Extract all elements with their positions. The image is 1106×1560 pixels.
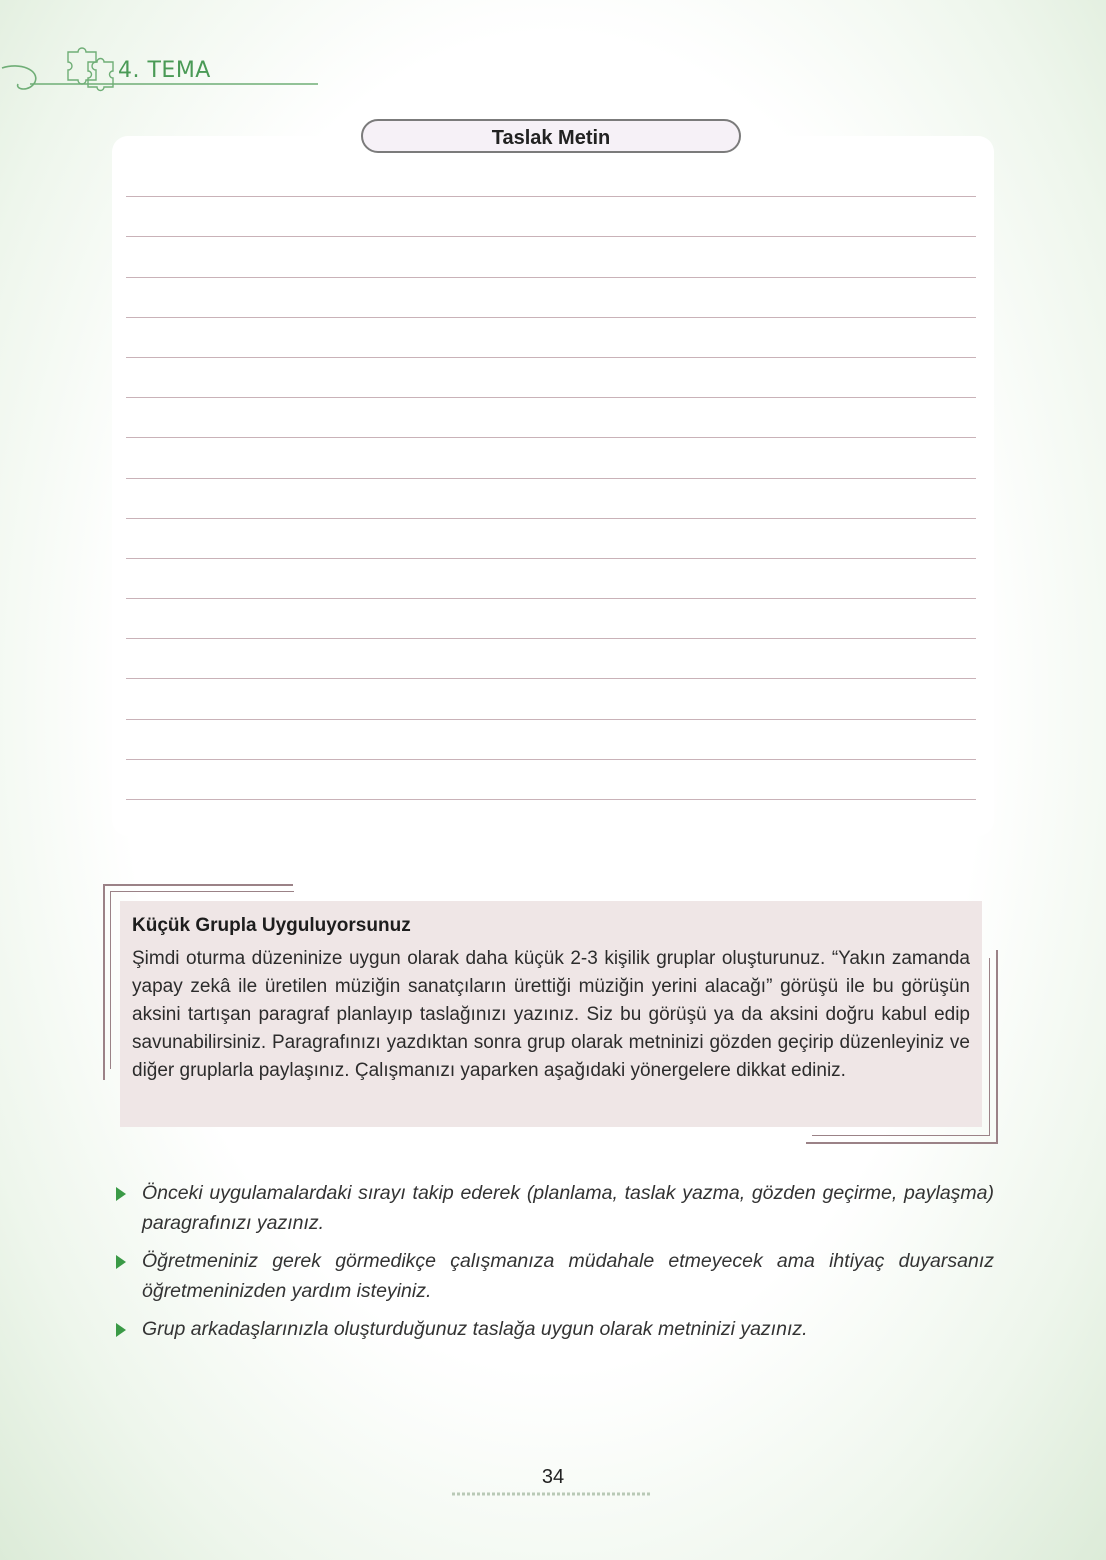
- frame-decoration: [110, 891, 111, 1069]
- draft-writing-panel: [112, 136, 994, 836]
- frame-decoration: [996, 950, 998, 1144]
- writing-line: [126, 638, 976, 639]
- writing-line: [126, 518, 976, 519]
- list-item: [112, 1246, 994, 1306]
- writing-line: [126, 598, 976, 599]
- writing-line: [126, 397, 976, 398]
- writing-line: [126, 196, 976, 197]
- task-body: Şimdi oturma düzeninize uygun olarak daha küçük 2-3 kişilik gruplar oluşturunuz. “Yakın zamanda yapay zekâ ile üretilen müziğin sanatçıların ürettiği müziğin yerini alacağı” görüşü ile bu görüşün aksini tartışan paragraf planlayıp taslağınızı yazınız. Siz bu görüşü ya da aksini doğru kabul edip savunabilirsiniz. Paragrafınızı yazdıktan sonra grup olarak metninizi gözden geçirip düzenleyiniz ve diğer gruplarla paylaşınız. Çalışmanızı yaparken aşağıdaki yönergelere dikkat ediniz.: [132, 948, 970, 1081]
- triangle-bullet-icon: [116, 1187, 126, 1201]
- instruction-text: Grup arkadaşlarınızla oluşturduğunuz taslağa uygun olarak metninizi yazınız.: [142, 1318, 808, 1340]
- frame-decoration: [806, 1142, 998, 1144]
- writing-line: [126, 236, 976, 237]
- writing-line: [126, 558, 976, 559]
- instruction-text: Önceki uygulamalardaki sırayı takip ederek (planlama, taslak yazma, gözden geçirme, paylaşma) paragrafınızı yazınız.: [142, 1182, 994, 1234]
- frame-decoration: [103, 884, 293, 886]
- frame-decoration: [110, 891, 294, 892]
- writing-line: [126, 317, 976, 318]
- frame-decoration: [989, 958, 990, 1136]
- page-number: 34: [541, 1466, 565, 1488]
- instruction-text: Öğretmeniniz gerek görmedikçe çalışmanıza müdahale etmeyecek ama ihtiyaç duyarsanız öğretmeninizden yardım isteyiniz.: [142, 1250, 994, 1302]
- writing-line: [126, 277, 976, 278]
- list-item: [112, 1178, 994, 1238]
- draft-title: Taslak Metin: [361, 119, 741, 153]
- writing-line: [126, 719, 976, 720]
- list-item: [112, 1314, 994, 1344]
- triangle-bullet-icon: [116, 1255, 126, 1269]
- instruction-list: [112, 1178, 994, 1352]
- writing-line: [126, 799, 976, 800]
- writing-line: [126, 678, 976, 679]
- frame-decoration: [103, 884, 105, 1080]
- triangle-bullet-icon: [116, 1323, 126, 1337]
- writing-line: [126, 437, 976, 438]
- frame-decoration: [812, 1135, 990, 1136]
- page-ornament-icon: [452, 1491, 652, 1497]
- group-task-box: [120, 901, 982, 1127]
- theme-title: 4. TEMA: [118, 58, 211, 83]
- writing-line: [126, 357, 976, 358]
- task-heading: Küçük Grupla Uyguluyorsunuz: [132, 915, 411, 936]
- writing-line: [126, 759, 976, 760]
- writing-line: [126, 478, 976, 479]
